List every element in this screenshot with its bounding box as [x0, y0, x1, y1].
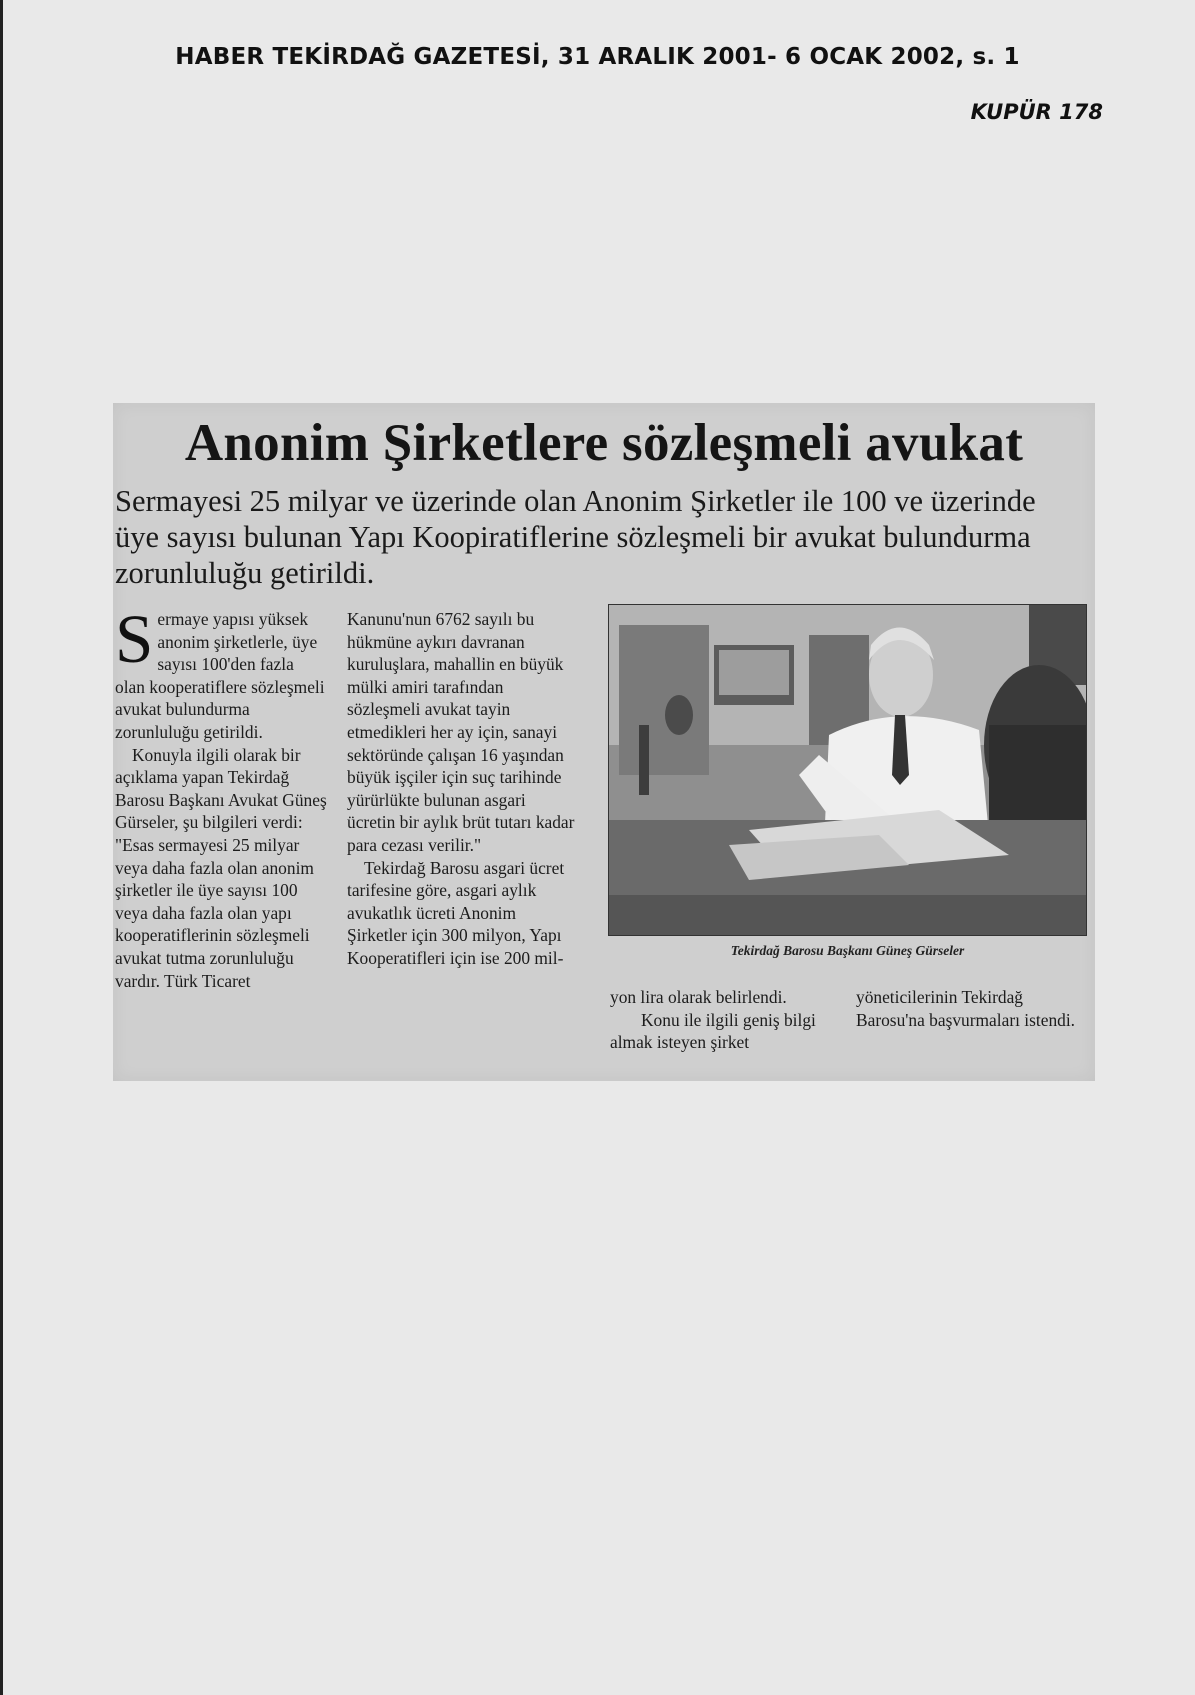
scan-edge: [0, 0, 3, 1695]
photo-caption: Tekirdağ Barosu Başkanı Güneş Gürseler: [730, 943, 965, 958]
column-4-paragraph-1: yöneticilerinin Tekirdağ Barosu'na başvurmaları istendi.: [856, 987, 1076, 1030]
clipping-code: KUPÜR 178: [970, 100, 1103, 124]
source-line: HABER TEKİRDAĞ GAZETESİ, 31 ARALIK 2001- 6 OCAK 2002, s. 1: [175, 44, 1020, 70]
column-3-paragraph-1: yon lira olarak belirlendi.: [610, 987, 787, 1007]
newspaper-clipping: [113, 403, 1095, 1081]
column-3-paragraph-2: Konu ile ilgili geniş bilgi almak isteyen şirket: [610, 1009, 816, 1053]
column-1-paragraph-2: Konuyla ilgili olarak bir açıklama yapan Tekirdağ Barosu Başkanı Avukat Güneş Gürseler, şu bilgileri verdi: "Esas sermayesi 25 milyar veya daha fazla olan anonim şirketler ile üye sayısı 100 veya daha fazla olan yapı kooperatiflerinin sözleşmeli avukat tutma zorunluluğu vardır. Türk Ticaret: [115, 744, 327, 991]
column-2: [347, 608, 575, 970]
lead-paragraph: Sermayesi 25 milyar ve üzerinde olan Anonim Şirketler ile 100 ve üzerinde üye sayısı bulunan Yapı Koopiratiflerine sözleşmeli bir avukat bulundurma zorunluluğu getirildi.: [115, 484, 1036, 590]
column-2-paragraph-2: Tekirdağ Barosu asgari ücret tarifesine göre, asgari aylık avukatlık ücreti Anonim Şirketler için 300 milyon, Yapı Kooperatifleri için ise 200 mil-: [347, 857, 565, 968]
column-3: [610, 986, 840, 1054]
drop-cap: S: [115, 601, 154, 677]
column-4: [856, 986, 1086, 1031]
article-photo: [608, 604, 1087, 936]
headline: Anonim Şirketlere sözleşmeli avukat: [184, 414, 1024, 472]
column-2-paragraph-1: Kanunu'nun 6762 sayılı bu hükmüne aykırı davranan kuruluşlara, mahallin en büyük mülki amiri tarafından sözleşmeli avukat tayin etmedikleri her ay için, sanayi sektöründe çalışan 16 yaşından büyük işçiler için suç tarihinde yürürlükte bulunan asgari ücretin bir aylık brüt tutarı kadar para cezası verilir.": [347, 609, 575, 855]
photo-lawyer-at-desk: [609, 605, 1087, 936]
column-1-paragraph-1: Sermaye yapısı yüksek anonim şirketlerle, üye sayısı 100'den fazla olan kooperatiflere sözleşmeli avukat bulundurma zorunluluğu getirildi.: [115, 601, 325, 742]
column-1: [115, 601, 327, 992]
